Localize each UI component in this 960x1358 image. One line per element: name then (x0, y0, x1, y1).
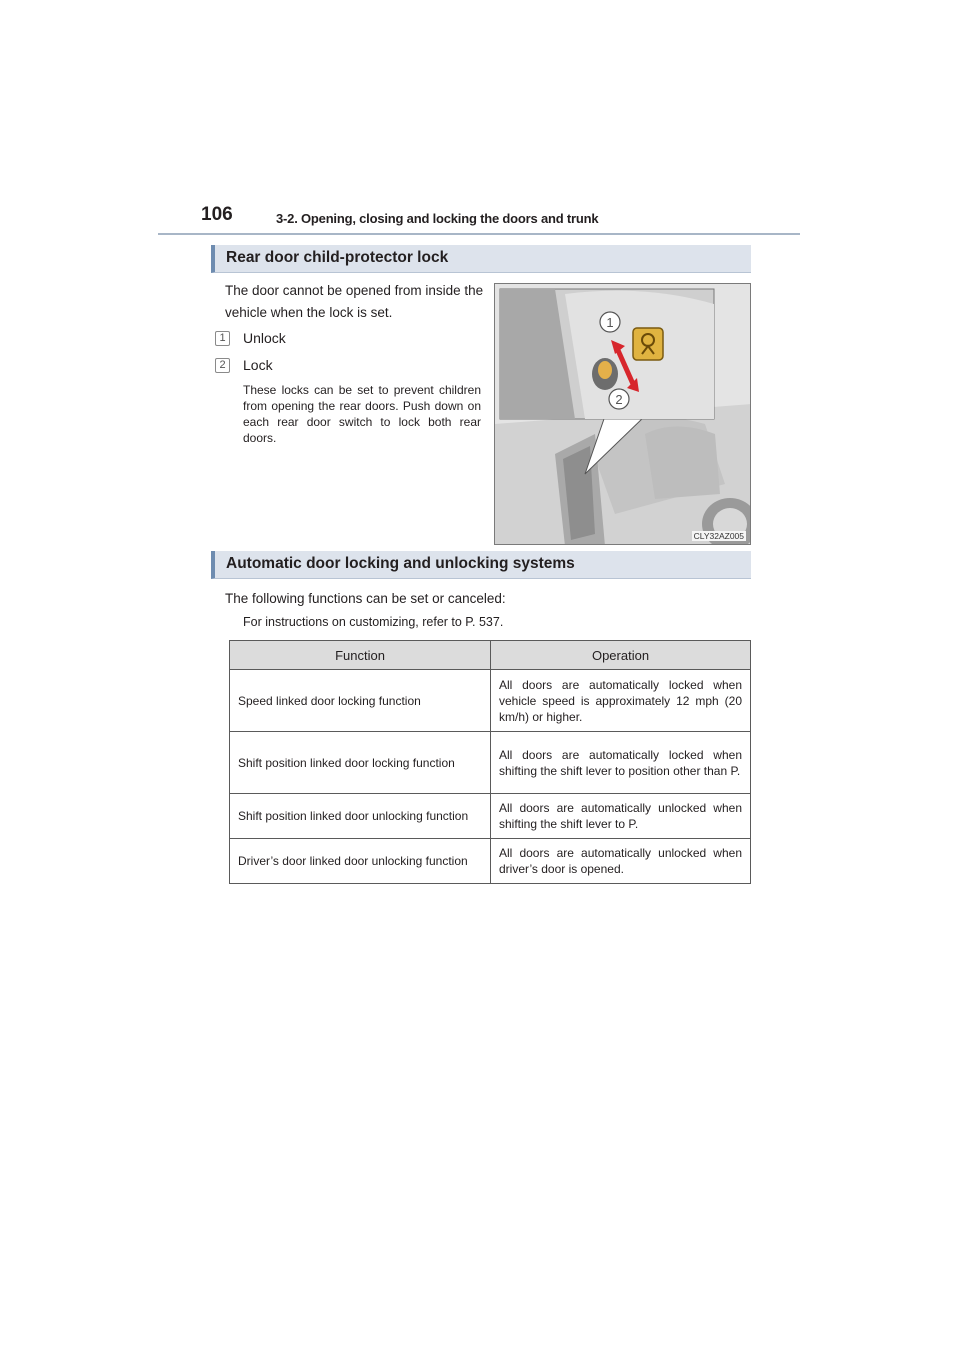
number-badge: 2 (215, 358, 230, 373)
item-label: Lock (243, 357, 273, 373)
function-cell: Shift position linked door unlocking function (230, 794, 491, 839)
figure-code: CLY32AZ005 (693, 531, 744, 541)
auto-lock-intro: The following functions can be set or canceled: (225, 591, 506, 606)
function-cell: Shift position linked door locking function (230, 732, 491, 794)
header-rule (158, 233, 800, 235)
column-header-function: Function (230, 641, 491, 670)
operation-cell: All doors are automatically locked when vehicle speed is approximately 12 mph (20 km/h) or higher. (491, 670, 751, 732)
column-header-operation: Operation (491, 641, 751, 670)
section-heading-text: Rear door child-protector lock (226, 249, 449, 266)
section-heading-auto-lock (211, 551, 751, 579)
running-header: 3-2. Opening, closing and locking the doors and trunk (276, 211, 599, 226)
child-lock-illustration (494, 283, 751, 545)
operation-cell: All doors are automatically unlocked when shifting the shift lever to P. (491, 794, 751, 839)
table-row (230, 839, 751, 884)
child-lock-note: These locks can be set to prevent children from opening the rear doors. Push down on each rear door switch to lock both rear doors. (243, 383, 481, 445)
child-lock-intro: The door cannot be opened from inside the vehicle when the lock is set. (225, 283, 484, 320)
function-table (229, 640, 751, 884)
table-row (230, 794, 751, 839)
callout-2: 2 (615, 392, 623, 407)
page-number: 106 (201, 204, 233, 225)
function-cell: Speed linked door locking function (230, 670, 491, 732)
operation-cell: All doors are automatically locked when shifting the shift lever to position other than P. (491, 732, 751, 794)
rear-door-illustration (495, 284, 751, 545)
table-row (230, 732, 751, 794)
item-label: Unlock (243, 330, 286, 346)
operation-cell: All doors are automatically unlocked when driver’s door is opened. (491, 839, 751, 884)
callout-1: 1 (606, 315, 614, 330)
table-row (230, 670, 751, 732)
function-cell: Driver’s door linked door unlocking function (230, 839, 491, 884)
table-header-row (230, 641, 751, 670)
number-badge: 1 (215, 331, 230, 346)
section-heading-text: Automatic door locking and unlocking systems (226, 555, 575, 572)
customizing-reference: For instructions on customizing, refer to P. 537. (243, 615, 504, 629)
section-heading-child-lock (211, 245, 751, 273)
